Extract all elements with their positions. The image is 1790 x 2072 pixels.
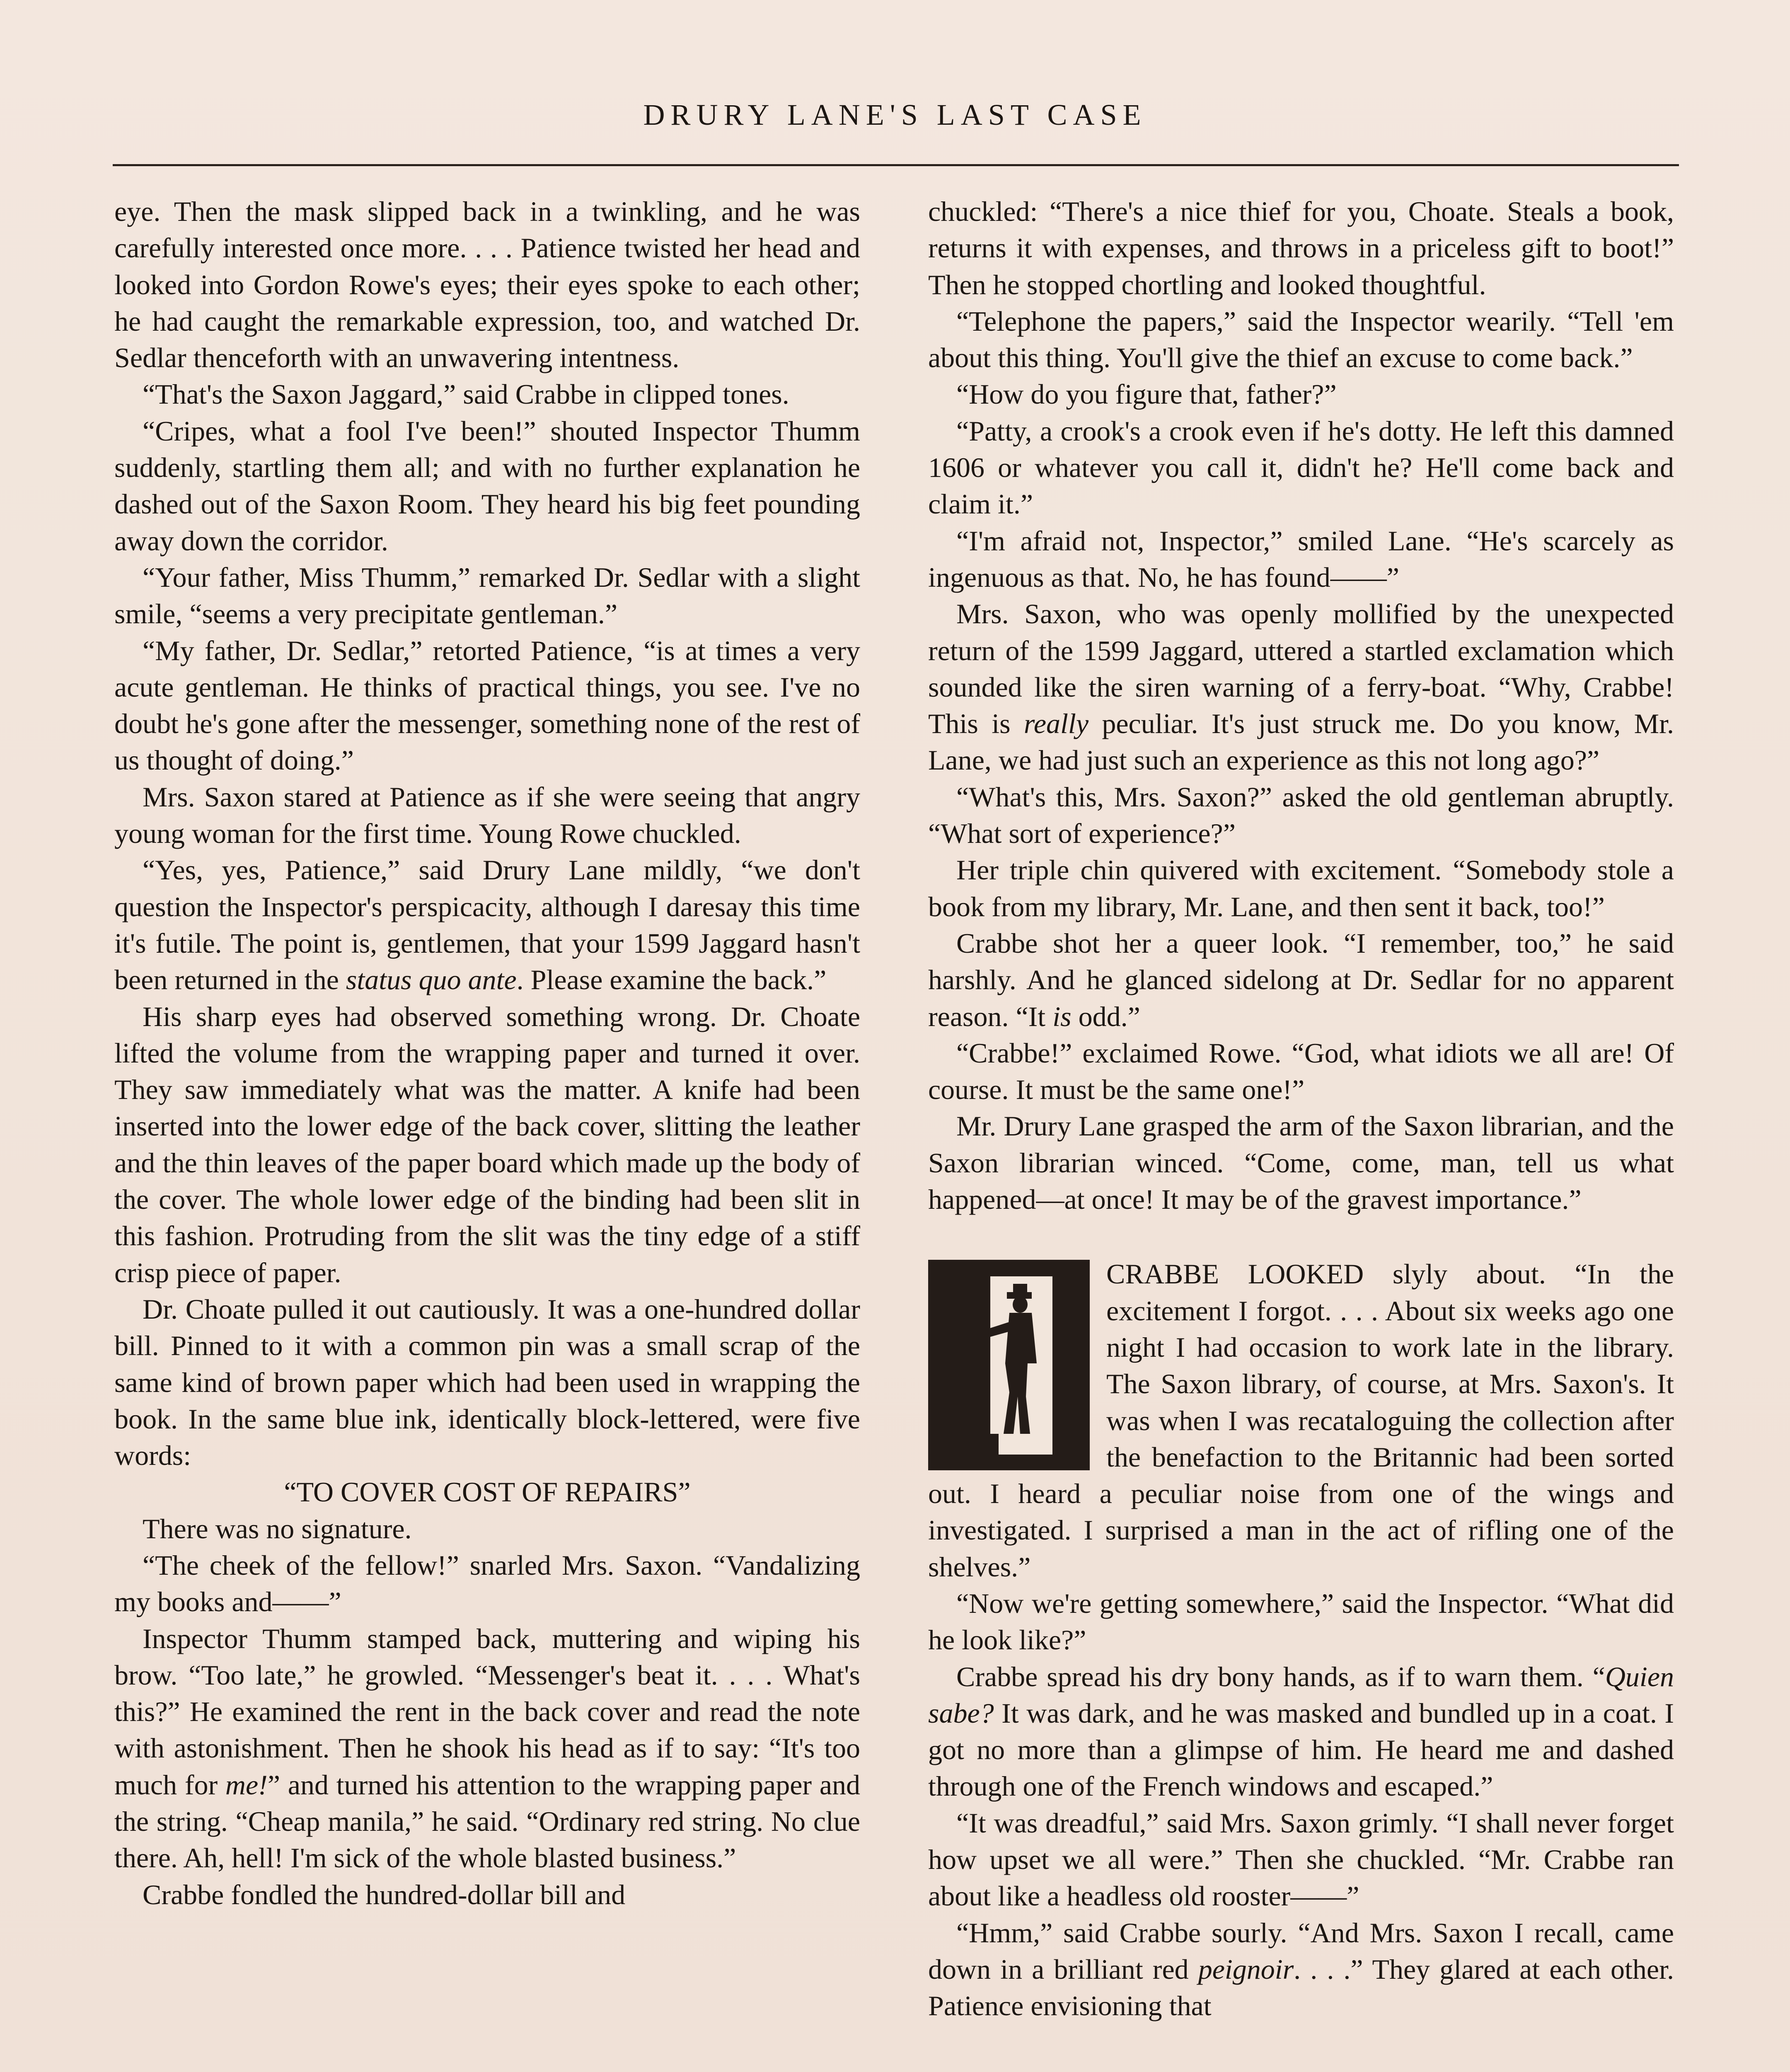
italic-run: me!: [225, 1769, 268, 1801]
italic-run: really: [1023, 708, 1089, 740]
text-run: Crabbe spread his dry bony hands, as if to warn them. “: [956, 1661, 1605, 1692]
paragraph: “Crabbe!” exclaimed Rowe. “God, what idiots we all are! Of course. It must be the same one!”: [928, 1037, 1674, 1106]
paragraph: [928, 1658, 1674, 1805]
italic-run: status quo ante: [346, 964, 517, 996]
paragraph: Her triple chin quivered with excitement. “Somebody stole a book from my library, Mr. Lane, and then sent it back, too!”: [928, 854, 1674, 922]
paragraph: There was no signature.: [143, 1513, 412, 1544]
paragraph: “The cheek of the fellow!” snarled Mrs. Saxon. “Vandalizing my books and——”: [114, 1549, 860, 1618]
paragraph: “That's the Saxon Jaggard,” said Crabbe in clipped tones.: [143, 378, 789, 410]
text-run: odd.”: [1071, 1000, 1140, 1032]
text-run: . Please examine the back.”: [516, 964, 827, 996]
paragraph: CRABBE LOOKED slyly about. “In the excitement I forgot. . . . About six weeks ago one night I had occasion to work late in the library. The Saxon library, of course, at Mrs. Saxon's. It was when I was recataloguing the collection after the benefaction to the Britannic had been sorted out. I heard a peculiar noise from one of the wings and investigated. I surprised a man in the act of rifling one of the shelves.”: [928, 1258, 1674, 1583]
text-run: “Hmm,” said Crabbe sourly. “And Mrs. Saxon I recall, came down in a brilliant red: [928, 1917, 1674, 1985]
running-head: DRURY LANE'S LAST CASE: [643, 98, 1147, 131]
doorway-illustration: [928, 1260, 1090, 1470]
italic-run: Quien sabe?: [928, 1661, 1674, 1729]
paragraph: “Cripes, what a fool I've been!” shouted Inspector Thumm suddenly, startling them all; and with no further explanation he dashed out of the Saxon Room. They heard his big feet pounding away down the corridor.: [114, 415, 860, 557]
text-run: ” and turned his attention to the wrapping paper and the string. “Cheap manila,” he said. “Ordinary red string. No clue there. Ah, hell! I'm sick of the whole blasted business.”: [114, 1769, 860, 1874]
section-opening: [928, 1256, 1674, 1585]
paragraph: Mr. Drury Lane grasped the arm of the Saxon librarian, and the Saxon librarian winced. “Come, come, man, tell us what happened—at once! It may be of the gravest importance.”: [928, 1110, 1674, 1215]
note-text: “TO COVER COST OF REPAIRS”: [284, 1476, 691, 1508]
paragraph: [114, 852, 860, 998]
paragraph: “Telephone the papers,” said the Inspector wearily. “Tell 'em about this thing. You'll give the thief an excuse to come back.”: [928, 305, 1674, 374]
text-run: peculiar. It's just struck me. Do you know, Mr. Lane, we had just such an experience as this not long ago?”: [928, 708, 1674, 776]
text-run: Mrs. Saxon, who was openly mollified by the unexpected return of the 1599 Jaggard, uttered a startled exclamation which sounded like the siren warning of a ferry-boat. “Why, Crabbe! This is: [928, 598, 1674, 740]
header-rule: [113, 164, 1679, 166]
paragraph: [928, 1915, 1674, 2024]
paragraph: “It was dreadful,” said Mrs. Saxon grimly. “I shall never forget how upset we all were.” Then she chuckled. “Mr. Crabbe ran about like a headless old rooster——”: [928, 1807, 1674, 1912]
paragraph: [114, 1620, 860, 1876]
text-run: It was dark, and he was masked and bundled up in a coat. I got no more than a glimpse of him. He heard me and dashed through one of the French windows and escaped.”: [928, 1697, 1674, 1802]
paragraph: Mrs. Saxon stared at Patience as if she were seeing that angry young woman for the first time. Young Rowe chuckled.: [114, 781, 860, 850]
text-run: Crabbe shot her a queer look. “I remember, too,” he said harshly. And he glanced sidelong at Dr. Sedlar for no apparent reason. “It: [928, 927, 1674, 1032]
italic-run: peignoir: [1198, 1953, 1294, 1985]
paragraph: “What's this, Mrs. Saxon?” asked the old gentleman abruptly. “What sort of experience?”: [928, 781, 1674, 850]
text-run: Inspector Thumm stamped back, muttering and wiping his brow. “Too late,” he growled. “Messenger's beat it. . . . What's this?” He examined the rent in the back cover and read the note with astonishment. Then he shook his head as if to say: “It's too much for: [114, 1622, 860, 1801]
left-column: [114, 193, 860, 1913]
paragraph: “Now we're getting somewhere,” said the Inspector. “What did he look like?”: [928, 1587, 1674, 1656]
paragraph: “I'm afraid not, Inspector,” smiled Lane. “He's scarcely as ingenuous as that. No, he has found——”: [928, 525, 1674, 593]
text-run: “Yes, yes, Patience,” said Drury Lane mildly, “we don't question the Inspector's perspicacity, although I daresay this time it's futile. The point is, gentlemen, that your 1599 Jaggard hasn't been returned in the: [114, 854, 860, 996]
text-run: . . . .” They glared at each other. Patience envisioning that: [928, 1953, 1674, 2022]
paragraph: “Patty, a crook's a crook even if he's dotty. He left this damned 1606 or whatever you call it, didn't he? He'll come back and claim it.”: [928, 415, 1674, 520]
paragraph: Dr. Choate pulled it out cautiously. It was a one-hundred dollar bill. Pinned to it with a common pin was a small scrap of the same kind of brown paper which had been used in wrapping the book. In the same blue ink, identically block-lettered, were five words:: [114, 1293, 860, 1472]
right-column: [928, 193, 1674, 2024]
paragraph: “My father, Dr. Sedlar,” retorted Patience, “is at times a very acute gentleman. He thinks of practical things, you see. I've no doubt he's gone after the messenger, something none of the rest of us thought of doing.”: [114, 634, 860, 776]
paragraph: “Your father, Miss Thumm,” remarked Dr. Sedlar with a slight smile, “seems a very precipitate gentleman.”: [114, 561, 860, 630]
man-at-doorway-icon: [928, 1260, 1090, 1470]
paragraph: eye. Then the mask slipped back in a twinkling, and he was carefully interested once more. . . . Patience twisted her head and looked into Gordon Rowe's eyes; their eyes spoke to each other; he had caught the remarkable expression, too, and watched Dr. Sedlar thenceforth with an unwavering intentness.: [114, 196, 860, 374]
paragraph: “How do you figure that, father?”: [956, 378, 1337, 410]
paragraph: Crabbe fondled the hundred-dollar bill and: [143, 1878, 626, 1910]
italic-run: is: [1052, 1000, 1072, 1032]
paragraph: His sharp eyes had observed something wrong. Dr. Choate lifted the volume from the wrapping paper and turned it over. They saw immediately what was the matter. A knife had been inserted into the lower edge of the back cover, slitting the leather and the thin leaves of the paper board which made up the body of the cover. The whole lower edge of the binding had been slit in this fashion. Protruding from the slit was the tiny edge of a stiff crisp piece of paper.: [114, 1000, 860, 1288]
paragraph: [928, 595, 1674, 778]
paragraph: chuckled: “There's a nice thief for you, Choate. Steals a book, returns it with expenses, and throws in a priceless gift to boot!” Then he stopped chortling and looked thoughtful.: [928, 196, 1674, 300]
paragraph: [928, 925, 1674, 1035]
